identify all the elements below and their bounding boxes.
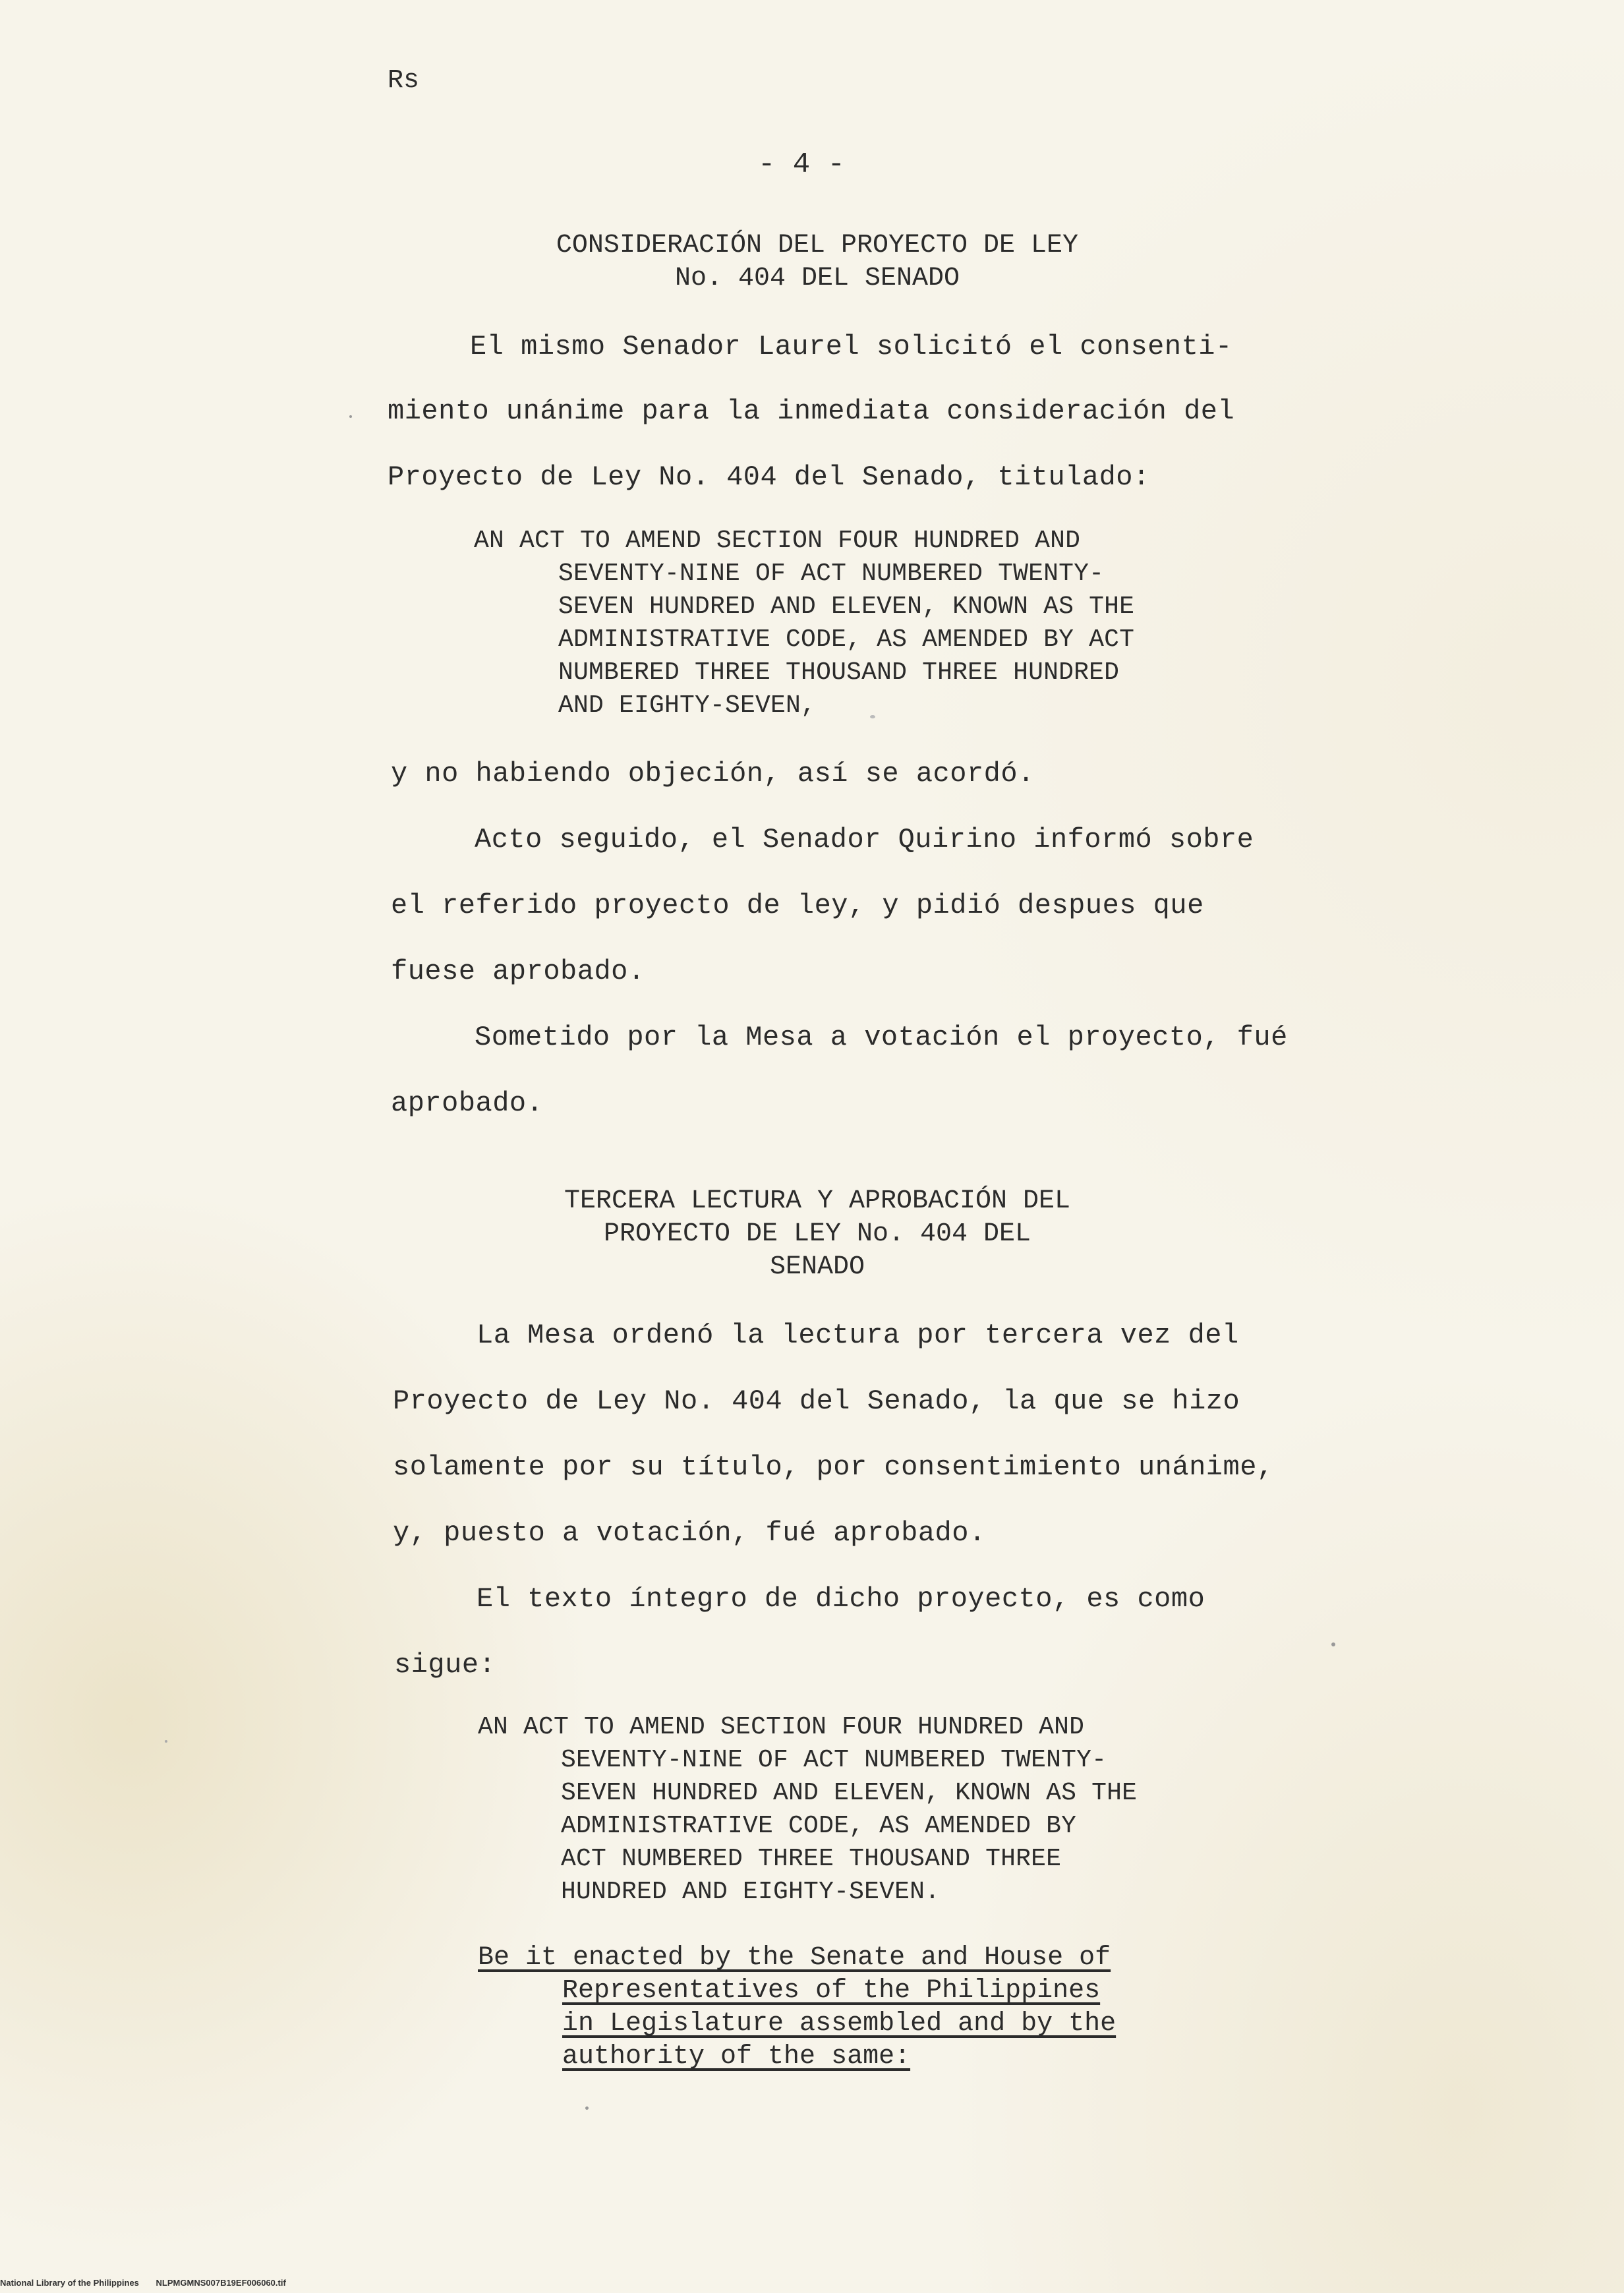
section1-para1-line3: Proyecto de Ley No. 404 del Senado, titulado: — [388, 461, 1150, 493]
paper-speck — [870, 715, 875, 718]
paper-speck — [1331, 1642, 1335, 1646]
bill-title-2-line3: SEVEN HUNDRED AND ELEVEN, KNOWN AS THE — [561, 1779, 1138, 1807]
section1-para2: y no habiendo objeción, así se acordó. — [391, 758, 1035, 790]
section1-heading-line2: No. 404 DEL SENADO — [674, 264, 960, 293]
bill-title-1-line1: AN ACT TO AMEND SECTION FOUR HUNDRED AND — [474, 527, 1081, 555]
section1-para4-line2: aprobado. — [391, 1088, 544, 1119]
section2-para2-line2: sigue: — [394, 1649, 496, 1681]
bill-title-1-line5: NUMBERED THREE THOUSAND THREE HUNDRED — [558, 658, 1120, 687]
section1-para1-line1: El mismo Senador Laurel solicitó el consenti- — [470, 331, 1232, 363]
bill-title-1-line3: SEVEN HUNDRED AND ELEVEN, KNOWN AS THE — [558, 593, 1135, 621]
page-number: - 4 - — [758, 148, 846, 181]
enacting-clause-line1: Be it enacted by the Senate and House of — [478, 1943, 1111, 1973]
bill-title-1-line4: ADMINISTRATIVE CODE, AS AMENDED BY ACT — [558, 625, 1135, 654]
section1-heading-line1: CONSIDERACIÓN DEL PROYECTO DE LEY — [556, 231, 1079, 260]
section2-heading-line1: TERCERA LECTURA Y APROBACIÓN DEL — [564, 1186, 1071, 1216]
bill-title-2-line6: HUNDRED AND EIGHTY-SEVEN. — [561, 1878, 941, 1906]
bill-title-2-line1: AN ACT TO AMEND SECTION FOUR HUNDRED AND — [478, 1713, 1085, 1741]
bill-title-2-line2: SEVENTY-NINE OF ACT NUMBERED TWENTY- — [561, 1746, 1107, 1774]
typist-initials: Rs — [388, 66, 420, 96]
section2-para1-line2: Proyecto de Ley No. 404 del Senado, la que se hizo — [393, 1385, 1240, 1417]
scan-footer — [0, 2278, 301, 2288]
section1-para3-line1: Acto seguido, el Senador Quirino informó sobre — [475, 824, 1254, 856]
section1-para1-line2: miento unánime para la inmediata consideración del — [388, 395, 1235, 427]
enacting-clause-line2: Representatives of the Philippines — [562, 1976, 1101, 2006]
section2-heading-line2: PROYECTO DE LEY No. 404 DEL — [603, 1219, 1031, 1249]
bill-title-2-line4: ADMINISTRATIVE CODE, AS AMENDED BY — [561, 1812, 1077, 1840]
footer-filename: NLPMGMNS007B19EF006060.tif — [156, 2278, 286, 2288]
section2-heading-line3: SENADO — [769, 1252, 865, 1282]
bill-title-2-line5: ACT NUMBERED THREE THOUSAND THREE — [561, 1845, 1062, 1873]
bill-title-1-line6: AND EIGHTY-SEVEN, — [558, 691, 817, 720]
section1-para3-line2: el referido proyecto de ley, y pidió despues que — [391, 890, 1204, 921]
paper-speck — [585, 2106, 589, 2110]
enacting-clause-line4: authority of the same: — [562, 2042, 911, 2072]
section2-para1-line4: y, puesto a votación, fué aprobado. — [393, 1517, 986, 1549]
section1-para3-line3: fuese aprobado. — [391, 956, 645, 987]
section1-para4-line1: Sometido por la Mesa a votación el proyecto, fué — [475, 1022, 1288, 1053]
section2-para1-line3: solamente por su título, por consentimiento unánime, — [393, 1451, 1274, 1483]
bill-title-1-line2: SEVENTY-NINE OF ACT NUMBERED TWENTY- — [558, 560, 1105, 588]
section2-para1-line1: La Mesa ordenó la lectura por tercera vez del — [477, 1320, 1239, 1351]
paper-speck — [349, 415, 352, 418]
paper-speck — [165, 1740, 167, 1743]
enacting-clause-line3: in Legislature assembled and by the — [562, 2009, 1116, 2039]
section2-para2-line1: El texto íntegro de dicho proyecto, es como — [477, 1583, 1205, 1615]
footer-library: National Library of the Philippines — [0, 2278, 139, 2288]
